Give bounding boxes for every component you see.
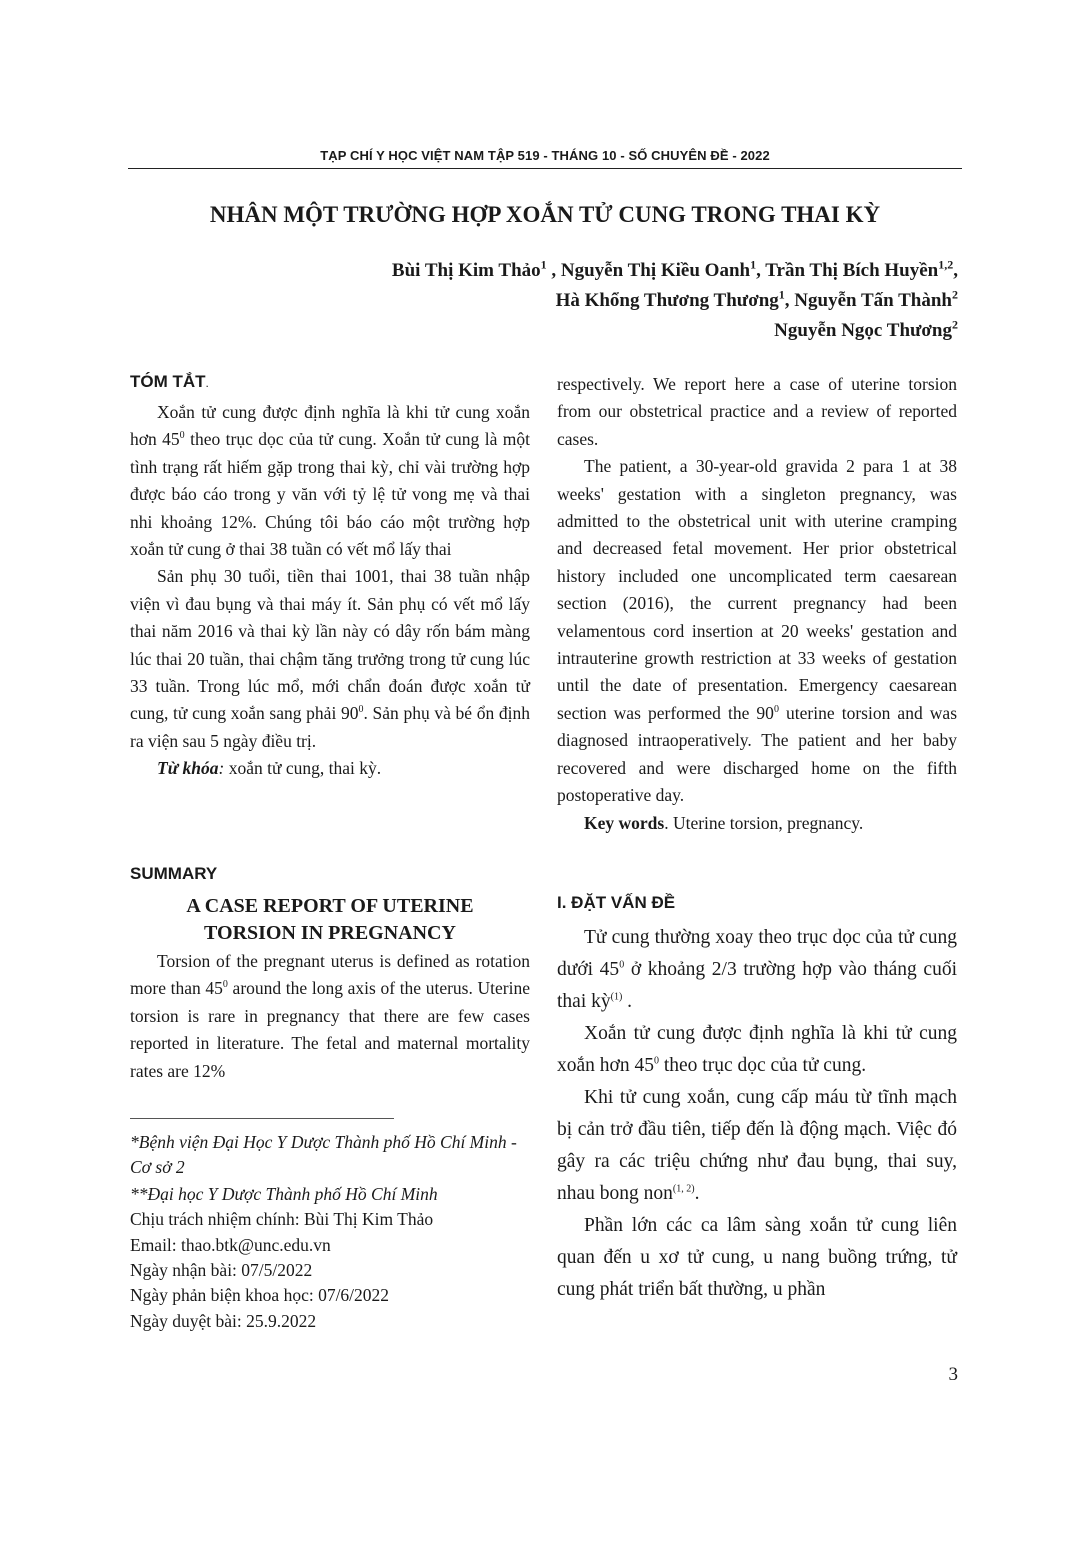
keywords-colon: : [218, 758, 225, 779]
summary-title-line-1: A CASE REPORT OF UTERINE [186, 895, 474, 917]
responsible-author: Chịu trách nhiệm chính: Bùi Thị Kim Thảo [130, 1209, 434, 1229]
abstract-vi-paragraph-2 [130, 563, 530, 755]
author-line-1 [391, 257, 958, 282]
author-line-2 [555, 287, 958, 312]
section-1-paragraph-4: Phần lớn các ca lâm sàng xoắn tử cung liên quan đến u xơ tử cung, u nang buồng trứng, tử cung phát triển bất thường, u phần [557, 1215, 957, 1300]
text: . [622, 991, 633, 1012]
author-separator: , [546, 260, 561, 281]
author-affiliation: 1 [540, 257, 547, 272]
journal-header: TẠP CHÍ Y HỌC VIỆT NAM TẬP 519 - THÁNG 10 - SỐ CHUYÊN ĐỀ - 2022 [320, 148, 770, 163]
text: . Sản phụ và bé ổn định ra viện sau 5 ngày điều trị. [130, 703, 530, 751]
superscript: 0 [358, 704, 364, 716]
abstract-vi-keywords [130, 755, 530, 782]
author-line-3 [774, 317, 958, 342]
summary-paragraph-1 [130, 948, 530, 1085]
abstract-heading [130, 372, 209, 392]
keywords-text: . Uterine torsion, pregnancy. [664, 812, 864, 833]
page-number: 3 [948, 1364, 958, 1385]
text: Torsion of the pregnant uterus is defined as rotation more than 45 [130, 951, 530, 999]
text: uterine torsion and was diagnosed intraoperatively. The patient and her baby recovered and were discharged home on the fifth postoperative day. [557, 702, 958, 806]
section-1-paragraph-1 [557, 922, 957, 1018]
abstract-vi-paragraph-1 [130, 399, 530, 563]
author-name: Nguyễn Ngọc Thương [774, 320, 952, 341]
author-affiliation: 1,2 [938, 257, 954, 272]
section-1-paragraph-3 [557, 1082, 957, 1210]
text: Tử cung thường xoay theo trục dọc của tử cung dưới 45 [557, 927, 957, 980]
section-1-paragraph-2 [557, 1018, 957, 1082]
affiliation-1: *Bệnh viện Đại Học Y Dược Thành phố Hồ Chí Minh - Cơ sở 2 [130, 1132, 517, 1177]
date-received: Ngày nhận bài: 07/5/2022 [130, 1260, 313, 1280]
text: Khi tử cung xoắn, cung cấp máu từ tĩnh mạch bị cản trở đầu tiên, tiếp đến là động mạch. Việc đó gây ra các triệu chứng như đau bụng, thai suy, nhau bong non [557, 1087, 957, 1204]
text: The patient, a 30-year-old gravida 2 para 1 at 38 weeks' gestation with a singleton pregnancy, was admitted to the obstetrical unit with uterine cramping and decreased fetal movement. Her prior obstetrical history included one uncomplicated term caesarean section (2016), the current pregnancy had been velamentous cord insertion at 20 weeks' gestation and intrauterine growth restriction at 33 weeks of gestation until the date of presentation. Emergency caesarean section was performed the 90 [557, 456, 957, 723]
text: ở khoảng 2/3 trường hợp vào tháng cuối thai kỳ [557, 959, 957, 1012]
author-affiliation: 1 [778, 287, 785, 302]
author-separator: , [784, 290, 795, 311]
superscript: 0 [179, 430, 185, 442]
author-affiliation: 1 [750, 257, 757, 272]
keywords-label: Key words [584, 812, 665, 833]
author-affiliation: 2 [952, 317, 958, 332]
section-1-heading: I. ĐẶT VẤN ĐỀ [557, 893, 676, 912]
email: Email: thao.btk@unc.edu.vn [130, 1235, 331, 1255]
date-reviewed: Ngày phản biện khoa học: 07/6/2022 [130, 1285, 390, 1305]
citation: (1, 2) [672, 1183, 695, 1195]
text: theo trục dọc của tử cung. [658, 1055, 867, 1076]
date-accepted: Ngày duyệt bài: 25.9.2022 [130, 1311, 317, 1331]
superscript: 0 [653, 1055, 659, 1067]
header-rule [128, 168, 962, 169]
keywords-text: xoắn tử cung, thai kỳ. [224, 758, 382, 779]
summary-paragraph-2 [557, 453, 957, 809]
text: Xoắn tử cung được định nghĩa là khi tử cung xoắn hơn 45 [130, 402, 530, 450]
author-name: Bùi Thị Kim Thảo [391, 260, 541, 281]
author-separator: , [756, 260, 766, 281]
abstract-heading-mark: . [205, 376, 209, 390]
text: Xoắn tử cung được định nghĩa là khi tử cung xoắn hơn 45 [557, 1023, 957, 1076]
text: theo trục dọc của tử cung. Xoắn tử cung là một tình trạng rất hiếm gặp trong thai kỳ, chỉ vài trường hợp được báo cáo trong y văn với tỷ lệ tử vong mẹ và thai nhi khoảng 12%. Chúng tôi báo cáo một trường hợp xoắn tử cung ở thai 38 tuần có vết mổ lấy thai [130, 429, 530, 560]
text: . [694, 1183, 700, 1204]
author-name: Hà Khổng Thương Thương [555, 290, 779, 311]
summary-body-right [557, 371, 957, 837]
text: around the long axis of the uterus. Uterine torsion is rare in pregnancy that there are few cases reported in literature. The fetal and maternal mortality rates are 12% [130, 978, 530, 1081]
author-name: Nguyễn Tấn Thành [794, 290, 952, 311]
section-1-body [557, 922, 957, 1306]
abstract-heading-text: TÓM TẮT [130, 372, 206, 391]
keywords-label: Từ khóa [157, 758, 219, 779]
author-separator: , [953, 260, 958, 281]
summary-title [130, 893, 530, 947]
author-name: Trần Thị Bích Huyền [765, 260, 939, 281]
footnote-rule [130, 1118, 394, 1119]
summary-body-left [130, 948, 530, 1085]
summary-keywords [557, 810, 957, 837]
summary-title-line-2: TORSION IN PREGNANCY [204, 922, 456, 944]
text: Sản phụ 30 tuổi, tiền thai 1001, thai 38 tuần nhập viện vì đau bụng và thai máy ít. Sản phụ có vết mổ lấy thai năm 2016 và thai kỳ lần này có dây rốn bám màng lúc thai 20 tuần, thai chậm tăng trưởng trong tử cung lúc 33 tuần. Trong lúc mổ, mới chẩn đoán được xoắn tử cung, tử cung xoắn sang phải 90 [130, 566, 530, 724]
summary-paragraph-1-continued: respectively. We report here a case of uterine torsion from our obstetrical practice and a review of reported cases. [557, 374, 957, 449]
superscript: 0 [619, 959, 625, 971]
author-name: Nguyễn Thị Kiều Oanh [560, 260, 751, 281]
citation: (1) [610, 991, 623, 1003]
paper-title: NHÂN MỘT TRƯỜNG HỢP XOẮN TỬ CUNG TRONG THAI KỲ [209, 202, 881, 227]
affiliation-2: **Đại học Y Dược Thành phố Hồ Chí Minh [130, 1184, 438, 1204]
summary-heading: SUMMARY [130, 864, 218, 883]
abstract-vi-body [130, 399, 530, 783]
author-affiliation: 2 [952, 287, 958, 302]
superscript: 0 [773, 704, 779, 716]
superscript: 0 [222, 979, 228, 991]
